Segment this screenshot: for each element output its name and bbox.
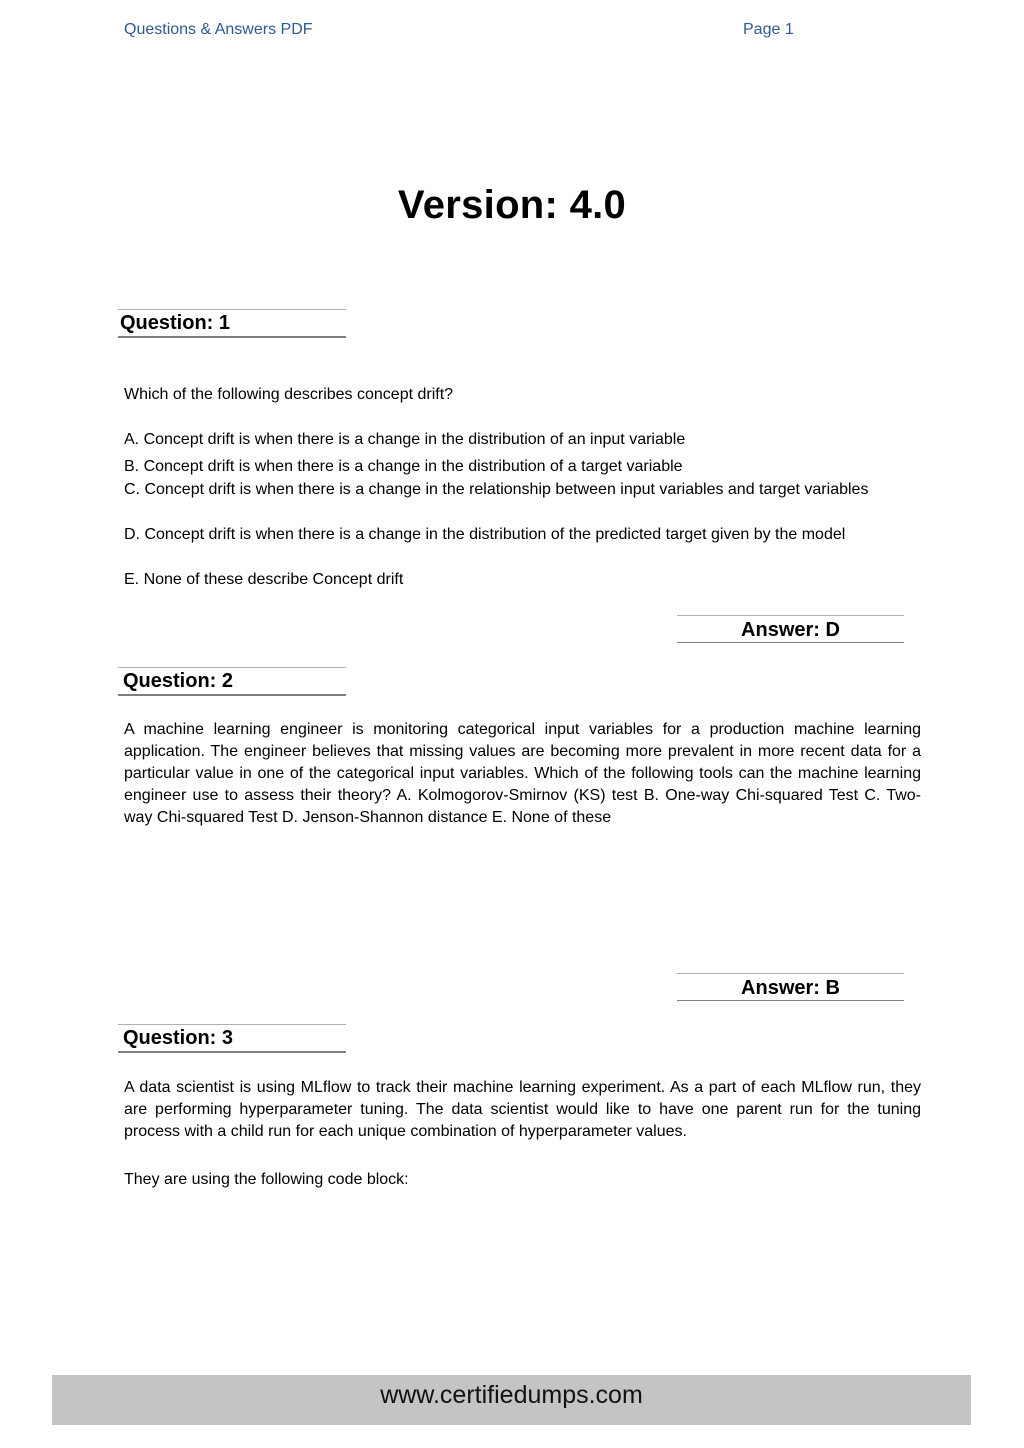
question-2-heading <box>118 667 346 696</box>
footer-bar <box>52 1375 971 1425</box>
question-3-followup: They are using the following code block: <box>124 1171 409 1188</box>
question-1-option-a: A. Concept drift is when there is a change in the distribution of an input variable <box>124 431 686 448</box>
question-3-label: Question: 3 <box>123 1027 234 1049</box>
question-1-answer-box <box>677 615 904 643</box>
question-1-heading <box>118 309 346 338</box>
question-2-prompt: A machine learning engineer is monitoring categorical input variables for a production machine learning application. The engineer believes that missing values are becoming more prevalent in more recent data for a particular value in one of the categorical input variables. Which of the following tools can the machine learning engineer use to assess their theory? A. Kolmogorov-Smirnov (KS) test B. One-way Chi-squared Test C. Two-way Chi-squared Test D. Jenson-Shannon distance E. None of these <box>124 721 921 826</box>
question-1-option-b: B. Concept drift is when there is a change in the distribution of a target variable <box>124 458 683 475</box>
version-title: Version: 4.0 <box>397 183 627 227</box>
question-1-label: Question: 1 <box>120 312 231 334</box>
question-2-label: Question: 2 <box>123 670 234 692</box>
footer-site-link[interactable]: www.certifiedumps.com <box>380 1381 643 1409</box>
question-1-option-e: E. None of these describe Concept drift <box>124 571 404 588</box>
header-title: Questions & Answers PDF <box>124 21 313 38</box>
question-1-answer: Answer: D <box>741 619 840 641</box>
question-2-answer: Answer: B <box>741 977 840 999</box>
question-3-heading <box>118 1024 346 1053</box>
question-2-answer-box <box>677 973 904 1001</box>
question-1-option-d: D. Concept drift is when there is a change in the distribution of the predicted target given by the model <box>124 526 846 543</box>
question-1-prompt: Which of the following describes concept drift? <box>124 386 454 403</box>
page-number: Page 1 <box>743 21 794 38</box>
question-3-prompt: A data scientist is using MLflow to track their machine learning experiment. As a part of each MLflow run, they are performing hyperparameter tuning. The data scientist would like to have one parent run for the tuning process with a child run for each unique combination of hyperparameter values. <box>124 1079 921 1140</box>
question-1-option-c: C. Concept drift is when there is a change in the relationship between input variables and target variables <box>124 481 869 498</box>
